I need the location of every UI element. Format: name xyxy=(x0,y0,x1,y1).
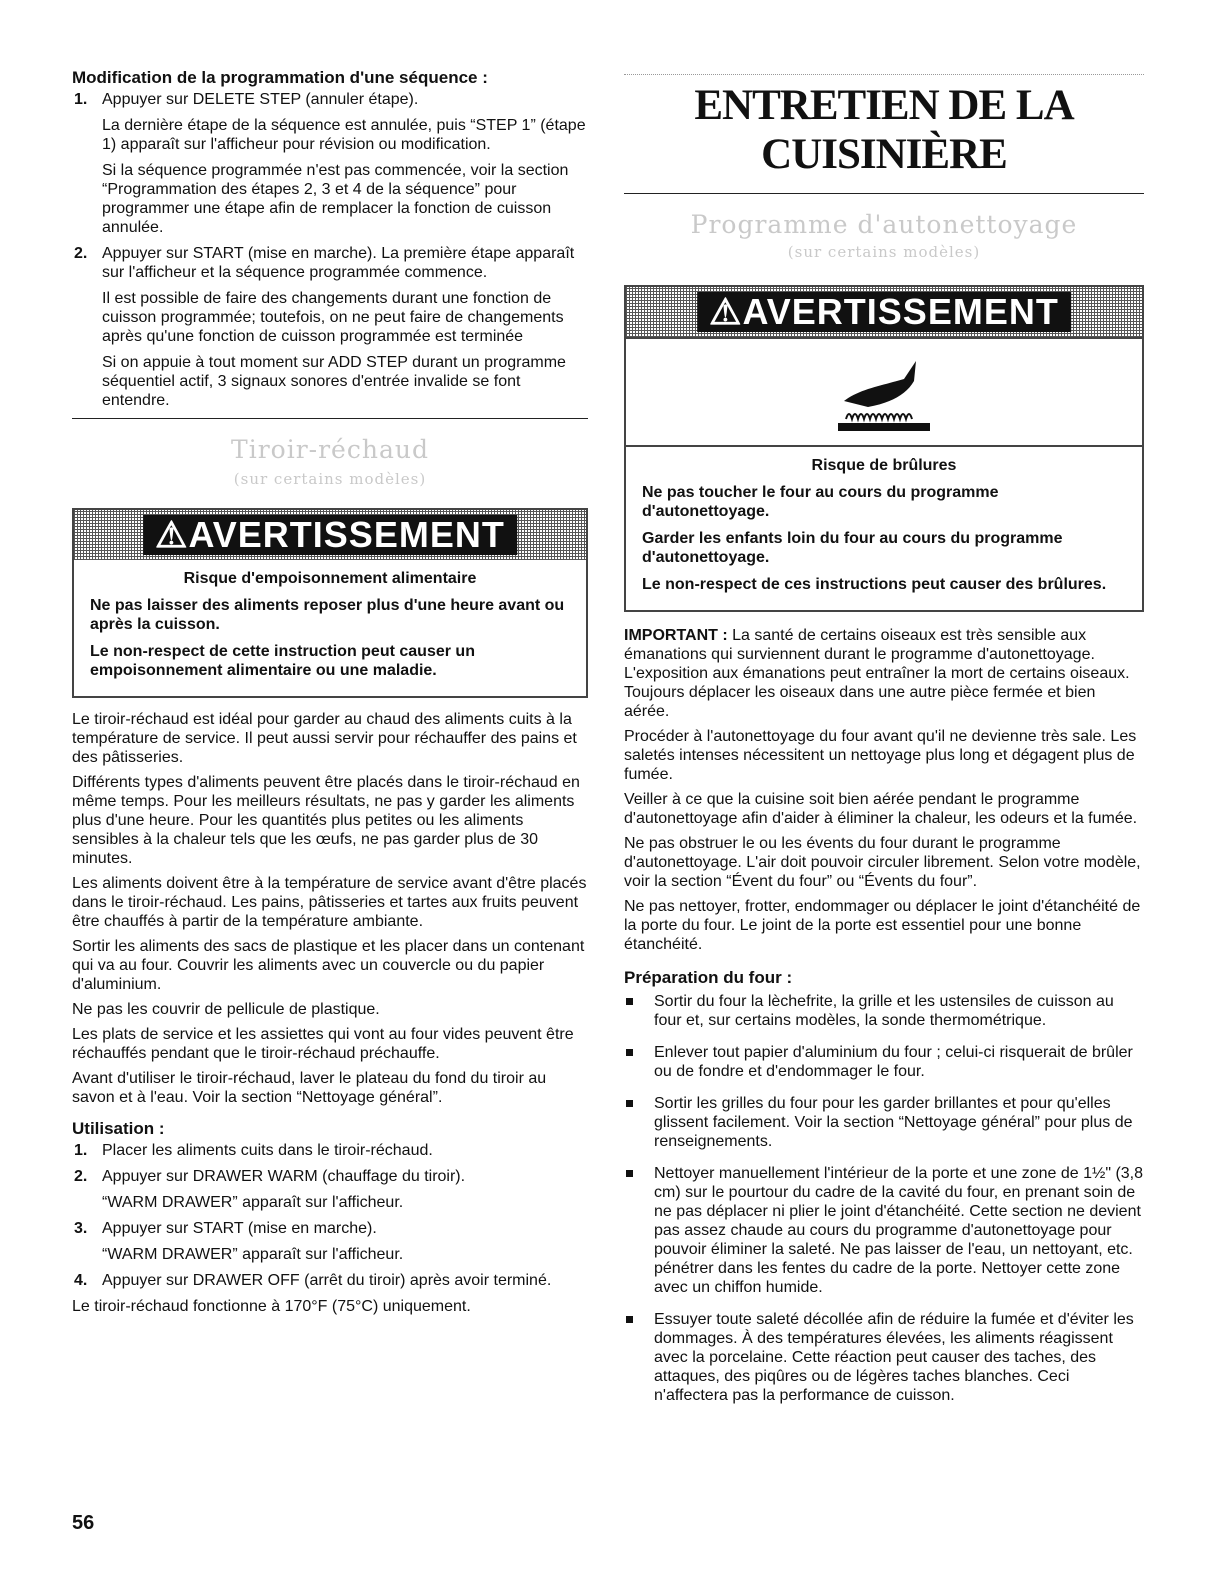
warning-label: ⚠AVERTISSEMENT xyxy=(143,515,517,555)
important-text: La santé de certains oiseaux est très sensible aux émanations qui surviennent durant le programme d'autonettoyage. L'exposition aux émanations peut entraîner la mort de certains oiseaux. Toujours déplacer les oiseaux dans une autre pièce fermée et bien aérée. xyxy=(624,627,1130,720)
top-dotted-rule xyxy=(624,74,1144,75)
step-text: Si la séquence programmée n'est pas commencée, voir la section “Programmation des étapes 2, 3 et 4 de la séquence” pour programmer une étape afin de remplacer la fonction de cuisson annulée. xyxy=(102,162,569,236)
list-item: Sortir les grilles du four pour les garder brillantes et pour qu'elles glissent facilement. Voir la section “Nettoyage général” pour plus de renseignements. xyxy=(624,1094,1144,1151)
step-text: Appuyer sur START (mise en marche). xyxy=(102,1220,377,1237)
step-text: La dernière étape de la séquence est annulée, puis “STEP 1” (étape 1) apparaît sur l'afficheur pour révision ou modification. xyxy=(102,117,586,153)
list-item: Sortir du four la lèchefrite, la grille et les ustensiles de cuisson au four et, sur certains modèles, la sonde thermométrique. xyxy=(624,992,1144,1030)
final-note: Le tiroir-réchaud fonctionne à 170°F (75°C) uniquement. xyxy=(72,1298,471,1315)
warning-label: ⚠AVERTISSEMENT xyxy=(697,292,1071,332)
important-label: IMPORTANT : xyxy=(624,627,728,644)
numbered-step xyxy=(72,1219,588,1264)
step-number: 3. xyxy=(74,1220,88,1237)
section-title: Programme d'autonettoyage xyxy=(690,210,1078,239)
left-column xyxy=(72,60,588,1316)
page-number: 56 xyxy=(72,1512,95,1534)
step-text: “WARM DRAWER” apparaît sur l'afficheur. xyxy=(102,1246,404,1263)
step-number: 2. xyxy=(74,1168,88,1185)
warning-banner xyxy=(626,287,1142,337)
step-text: Appuyer sur DELETE STEP (annuler étape). xyxy=(102,91,419,108)
section-title: Tiroir-réchaud xyxy=(231,435,429,464)
numbered-step xyxy=(72,244,588,410)
step-text: “WARM DRAWER” apparaît sur l'afficheur. xyxy=(102,1194,404,1211)
risk-title: Risque d'empoisonnement alimentaire xyxy=(183,570,477,587)
warning-line: Le non-respect de cette instruction peut causer un empoisonnement alimentaire ou une maladie. xyxy=(90,643,475,679)
paragraph: Ne pas les couvrir de pellicule de plastique. xyxy=(72,1001,380,1018)
numbered-step xyxy=(72,90,588,237)
list-item: Nettoyer manuellement l'intérieur de la porte et une zone de 1½" (3,8 cm) sur le pourtour du cadre de la cavité du four, en prenant soin de ne pas déplacer ni plier le joint d'étanchéité. Cette section ne devient pas assez chaude au cours du programme d'autonettoyage pour pouvoir éliminer la saleté. Ne pas laisser de l'eau, un nettoyant, etc. pénétrer dans les fentes du cadre de la porte. Nettoyer cette zone avec un chiffon humide. xyxy=(624,1164,1144,1297)
paragraph: Veiller à ce que la cuisine soit bien aérée pendant le programme d'autonettoyage afin d'aider à éliminer la chaleur, les odeurs et la fumée. xyxy=(624,791,1138,827)
page-title: ENTRETIEN DE LA CUISINIÈRE xyxy=(694,82,1074,178)
warning-line: Ne pas laisser des aliments reposer plus d'une heure avant ou après la cuisson. xyxy=(90,597,565,633)
list-item: Essuyer toute saleté décollée afin de réduire la fumée et d'éviter les dommages. À des températures élevées, les aliments réagissent avec la porcelaine. Cette réaction peut causer des taches, des attaques, des piqûres ou de légères taches blanches. Ceci n'affectera pas la performance de cuisson. xyxy=(624,1310,1144,1405)
paragraph: Procéder à l'autonettoyage du four avant qu'il ne devienne très sale. Les saletés intenses nécessitent un nettoyage plus long et dégagent plus de fumée. xyxy=(624,728,1137,783)
warning-line: Garder les enfants loin du four au cours du programme d'autonettoyage. xyxy=(642,530,1063,566)
step-text: Appuyer sur START (mise en marche). La première étape apparaît sur l'afficheur et la séquence programmée commence. xyxy=(102,245,575,281)
right-column xyxy=(624,60,1144,1418)
warning-line: Ne pas toucher le four au cours du programme d'autonettoyage. xyxy=(642,484,999,520)
paragraph: Avant d'utiliser le tiroir-réchaud, laver le plateau du fond du tiroir au savon et à l'eau. Voir la section “Nettoyage général”. xyxy=(72,1070,547,1106)
important-paragraph xyxy=(624,626,1144,721)
step-text: Placer les aliments cuits dans le tiroir-réchaud. xyxy=(102,1142,433,1159)
list-item: Enlever tout papier d'aluminium du four ; celui-ci risquerait de brûler ou de fondre et d'endommager le four. xyxy=(624,1043,1144,1081)
numbered-step xyxy=(72,1141,588,1160)
risk-title: Risque de brûlures xyxy=(811,457,957,474)
divider xyxy=(624,193,1144,194)
paragraph: Différents types d'aliments peuvent être placés dans le tiroir-réchaud en même temps. Pour les meilleurs résultats, ne pas y garder les aliments plus d'une heure. Pour les quantités plus petites ou les aliments sensibles à la chaleur tels que les œufs, ne pas garder plus de 30 minutes. xyxy=(72,774,580,867)
step-number: 1. xyxy=(74,1142,88,1159)
warning-banner xyxy=(74,510,586,560)
step-number: 1. xyxy=(74,91,88,108)
numbered-step xyxy=(72,1167,588,1212)
step-text: Si on appuie à tout moment sur ADD STEP durant un programme séquentiel actif, 3 signaux sonores d'entrée invalide se font entendre. xyxy=(102,354,566,409)
step-text: Appuyer sur DRAWER OFF (arrêt du tiroir) après avoir terminé. xyxy=(102,1272,552,1289)
warning-box xyxy=(72,508,588,698)
step-number: 2. xyxy=(74,245,88,262)
paragraph: Ne pas obstruer le ou les évents du four durant le programme d'autonettoyage. L'air doit pouvoir circuler librement. Selon votre modèle, voir la section “Évent du four” ou “Évents du four”. xyxy=(624,835,1141,890)
preparation-heading: Préparation du four : xyxy=(624,968,793,987)
paragraph: Les aliments doivent être à la température de service avant d'être placés dans le tiroir-réchaud. Les pains, pâtisseries et tartes aux fruits peuvent être chauffés à partir de la température ambiante. xyxy=(72,875,587,930)
numbered-step xyxy=(72,1271,588,1290)
body-text xyxy=(72,710,588,1107)
divider xyxy=(72,418,588,419)
step-number: 4. xyxy=(74,1272,88,1289)
step-text: Il est possible de faire des changements durant une fonction de cuisson programmée; toutefois, on ne peut faire de changements après qu'une fonction de cuisson programmée est terminée xyxy=(102,290,564,345)
step-text: Appuyer sur DRAWER WARM (chauffage du tiroir). xyxy=(102,1168,466,1185)
paragraph: Sortir les aliments des sacs de plastique et les placer dans un contenant qui va au four. Couvrir les aliments avec un couvercle ou du papier d'aluminium. xyxy=(72,938,585,993)
utilisation-heading: Utilisation : xyxy=(72,1119,165,1138)
section-subtitle: (sur certains modèles) xyxy=(787,243,981,261)
warning-line: Le non-respect de ces instructions peut causer des brûlures. xyxy=(642,576,1107,593)
bullet-list xyxy=(624,992,1144,1405)
paragraph: Ne pas nettoyer, frotter, endommager ou déplacer le joint d'étanchéité de la porte du four. Le joint de la porte est essentiel pour une bonne étanchéité. xyxy=(624,898,1141,953)
paragraph: Le tiroir-réchaud est idéal pour garder au chaud des aliments cuits à la température de service. Il peut aussi servir pour réchauffer des pains et des pâtisseries. xyxy=(72,711,577,766)
section-subtitle: (sur certains modèles) xyxy=(233,470,427,488)
sequence-heading: Modification de la programmation d'une séquence : xyxy=(72,68,488,87)
burn-hazard-icon xyxy=(626,337,1142,447)
warning-box xyxy=(624,285,1144,612)
paragraph: Les plats de service et les assiettes qui vont au four vides peuvent être réchauffés pendant que le tiroir-réchaud préchauffe. xyxy=(72,1026,574,1062)
